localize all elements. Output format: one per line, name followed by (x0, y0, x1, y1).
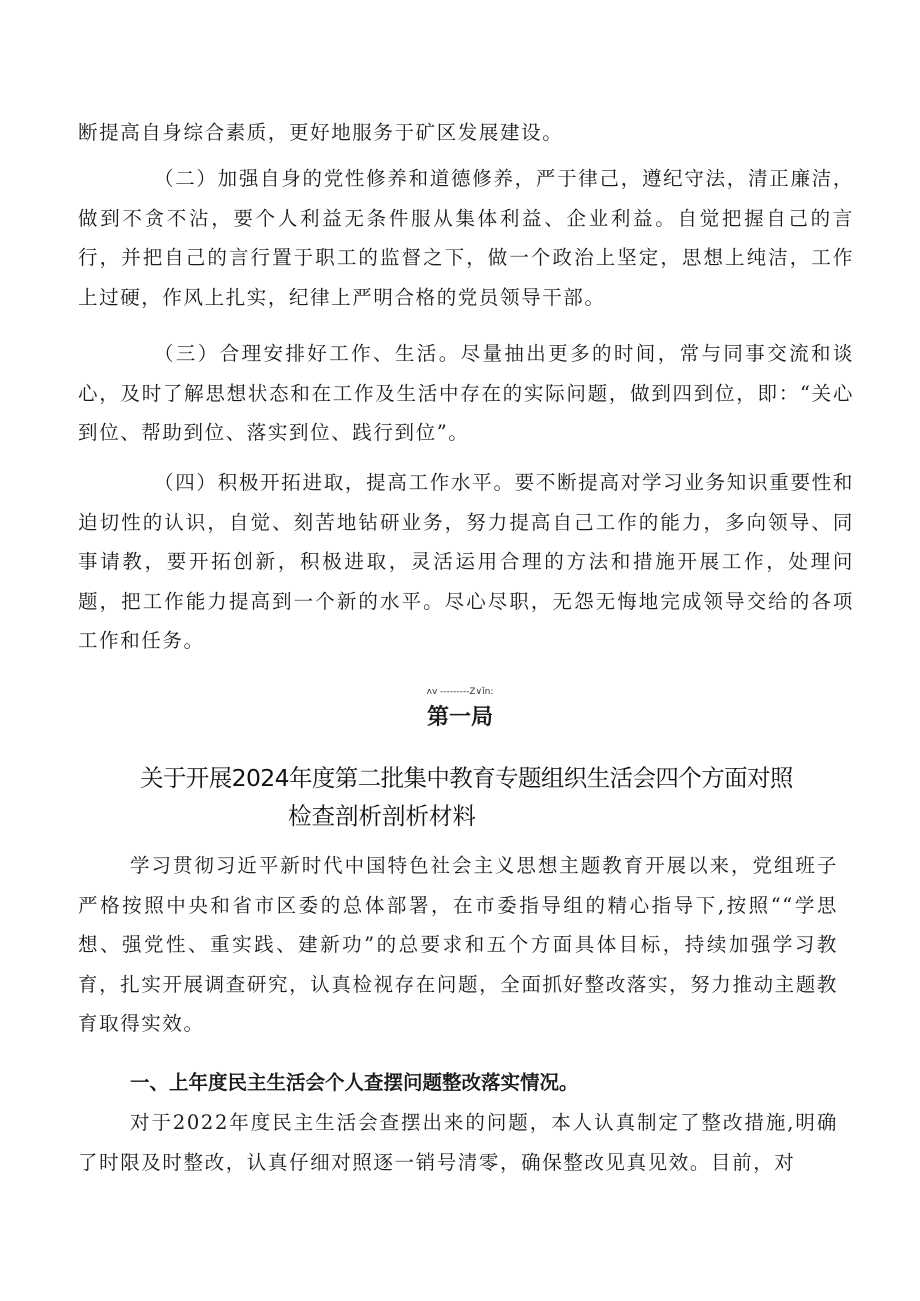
document-title (0, 759, 920, 835)
paragraph-section-2: （二）加强自身的党性修养和道德修养，严于律己，遵纪守法，清正廉洁，做到不贪不沾，要个人利益无条件服从集体利益、企业利益。自觉把握自己的言行，并把自己的言行置于职工的监督之下，做一个政治上坚定，思想上纯洁，工作上过硬，作风上扎实，纪律上严明合格的党员领导干部。 (78, 167, 854, 309)
document-title-line-2: 检查剖析剖析材料 (288, 802, 476, 830)
part-title: 第一局 (426, 705, 493, 730)
intro-paragraph: 学习贯彻习近平新时代中国特色社会主义思想主题教育开展以来，党组班子严格按照中央和省市区委的总体部署，在市委指导组的精心指导下,按照““学思想、强党性、重实践、建新功”的总要求和五个方面具体目标，持续加强学习教育，扎实开展调查研究，认真检视存在问题，全面抓好整改落实，努力推动主题教育取得实效。 (78, 854, 838, 1035)
paragraph-continuation: 断提高自身综合素质，更好地服务于矿区发展建设。 (78, 121, 564, 144)
paragraph-rectification: 对于2022年度民主生活会查摆出来的问题，本人认真制定了整改措施,明确了时限及时整改，认真仔细对照逐一销号清零，确保整改见真见效。目前，对 (78, 1111, 838, 1174)
separator-mark: ʌv ---------Z∨ǐn: (426, 687, 494, 697)
section-heading-1: 一、上年度民主生活会个人查摆问题整改落实情况。 (130, 1071, 579, 1094)
paragraph-section-4: （四）积极开拓进取，提高工作水平。要不断提高对学习业务知识重要性和迫切性的认识，自觉、刻苦地钻研业务，努力提高自己工作的能力，多向领导、同事请教，要开拓创新，积极进取，灵活运用合理的方法和措施开展工作，处理问题，把工作能力提高到一个新的水平。尽心尽职，无怨无悔地完成领导交给的各项工作和任务。 (78, 471, 854, 652)
document-title-line-1: 关于开展2024年度第二批集中教育专题组织生活会四个方面对照 (140, 764, 793, 792)
paragraph-section-3: （三）合理安排好工作、生活。尽量抽出更多的时间，常与同事交流和谈心，及时了解思想状态和在工作及生活中存在的实际问题，做到四到位，即：“关心到位、帮助到位、落实到位、践行到位”。 (78, 342, 854, 444)
